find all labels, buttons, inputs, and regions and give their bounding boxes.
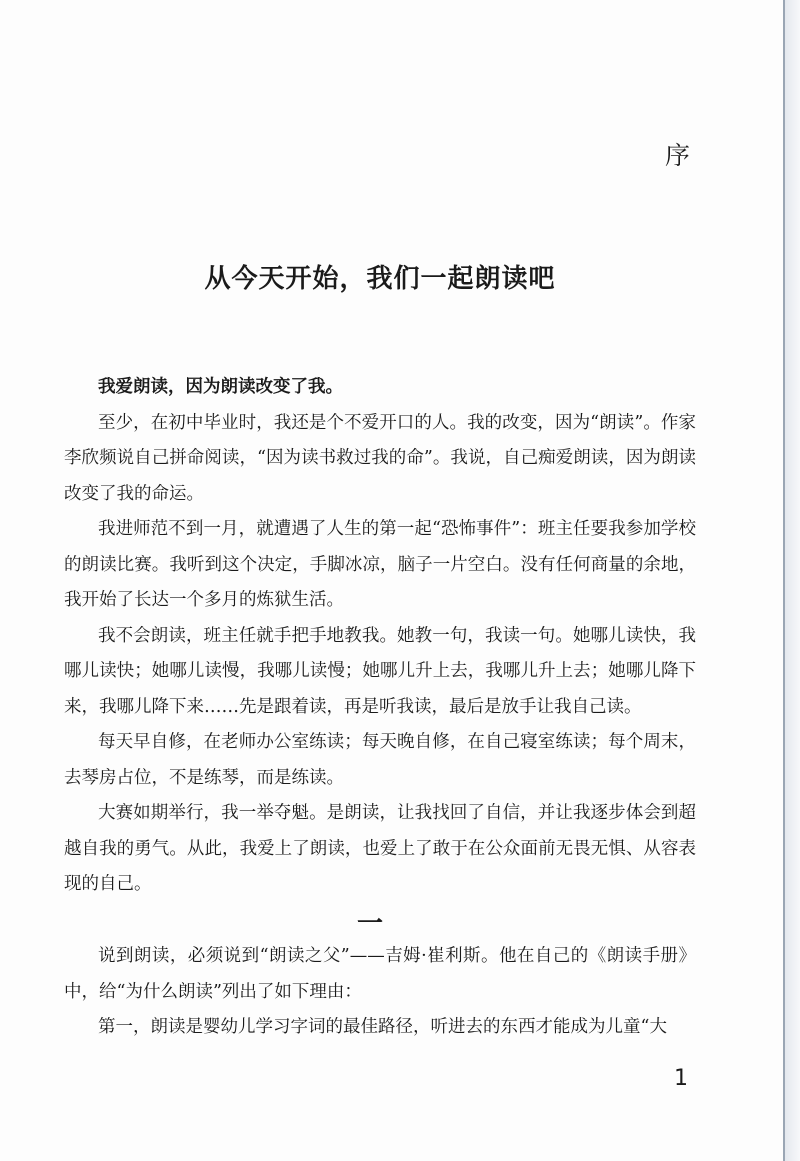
- page-number: 1: [674, 1066, 688, 1091]
- paragraph-3: 我不会朗读，班主任就手把手地教我。她教一句，我读一句。她哪儿读快，我哪儿读快；她哪儿读慢，我哪儿读慢；她哪儿升上去，我哪儿升上去；她哪儿降下来，我哪儿降下来……先是跟着读，再是听我读，最后是放手让我自己读。: [64, 625, 696, 717]
- paragraph-1: 至少，在初中毕业时，我还是个不爱开口的人。我的改变，因为“朗读”。作家李欣频说自己拼命阅读，“因为读书救过我的命”。我说，自己痴爱朗读，因为朗读改变了我的命运。: [64, 412, 696, 504]
- section-label: 序: [664, 141, 690, 170]
- body-text-block-2: [64, 939, 696, 1046]
- section-number-mark: 一: [357, 909, 384, 939]
- paragraph-4: 每天早自修，在老师办公室练读；每天晚自修，在自己寝室练读；每个周末，去琴房占位，不是练琴，而是练读。: [64, 732, 696, 788]
- paragraph-7: 第一，朗读是婴幼儿学习字词的最佳路径，听进去的东西才能成为儿童“大: [98, 1017, 667, 1037]
- paragraph-5: 大赛如期举行，我一举夺魁。是朗读，让我找回了自信，并让我逐步体会到超越自我的勇气。从此，我爱上了朗读，也爱上了敢于在公众面前无畏无惧、从容表现的自己。: [64, 803, 696, 894]
- paragraph-2: 我进师范不到一月，就遭遇了人生的第一起“恐怖事件”：班主任要我参加学校的朗读比赛。我听到这个决定，手脚冰凉，脑子一片空白。没有任何商量的余地，我开始了长达一个多月的炼狱生活。: [64, 519, 696, 610]
- paragraph-6: 说到朗读，必须说到“朗读之父”——吉姆·崔利斯。他在自己的《朗读手册》中，给“为什么朗读”列出了如下理由：: [64, 946, 696, 1002]
- chapter-title: 从今天开始，我们一起朗读吧: [204, 264, 556, 294]
- page-spine-shade: [785, 0, 800, 1161]
- lead-sentence: 我爱朗读，因为朗读改变了我。: [98, 377, 343, 397]
- body-text-block-1: [64, 370, 696, 903]
